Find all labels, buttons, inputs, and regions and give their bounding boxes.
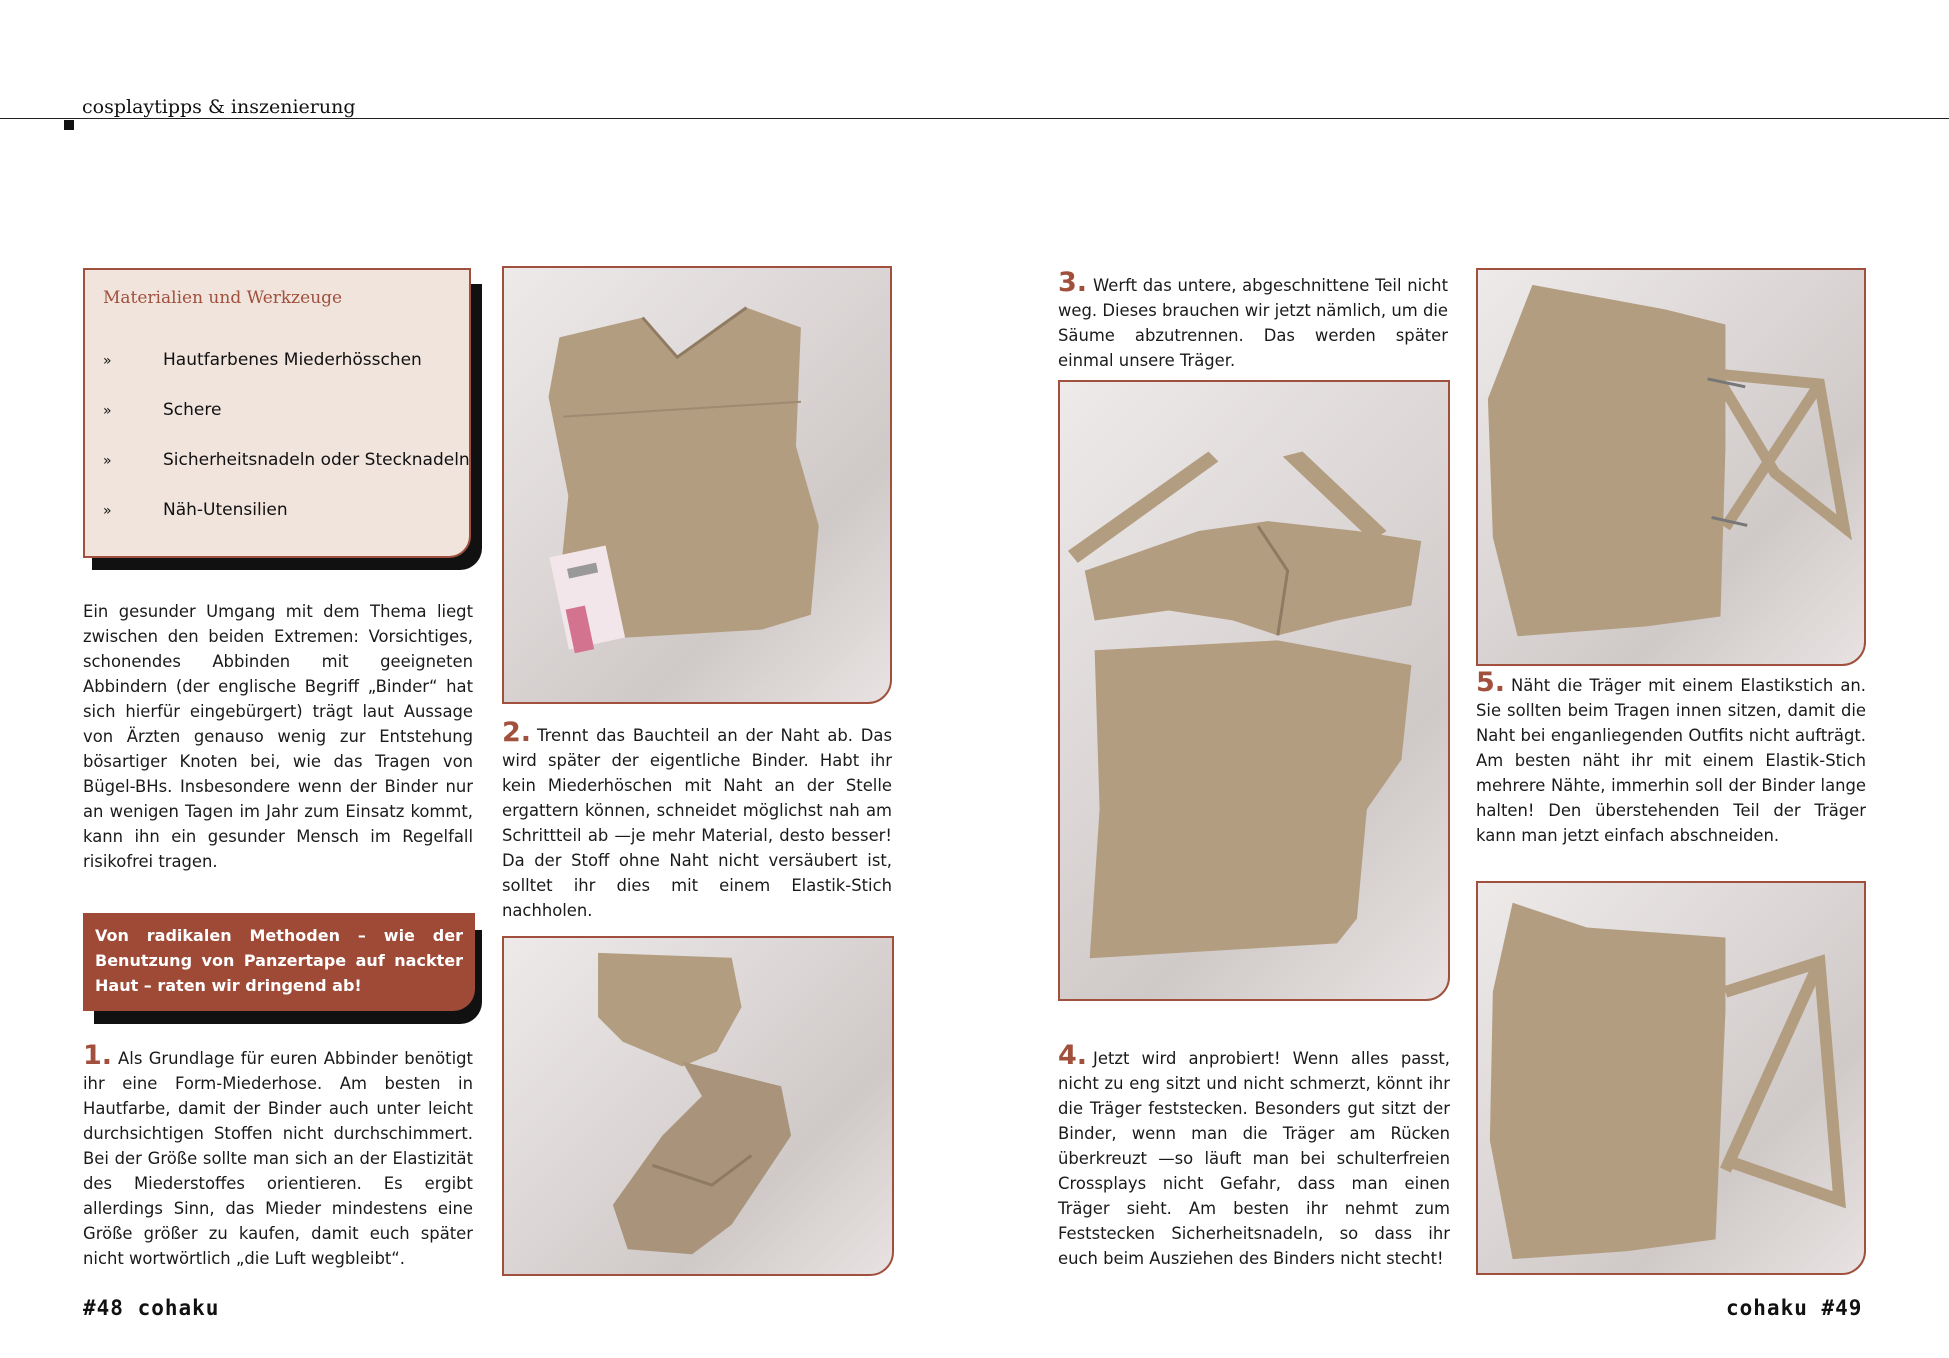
materials-item: » Sicherheitsnadeln oder Stecknadeln (103, 450, 470, 470)
step-3-number: 3. (1058, 267, 1088, 298)
step-2 (502, 717, 892, 923)
step-1-number: 1. (83, 1040, 113, 1071)
materials-item: » Näh-Utensilien (103, 500, 288, 520)
materials-box (83, 268, 471, 558)
header-marker (64, 120, 74, 130)
photo-cut-seam (502, 936, 894, 1276)
step-2-number: 2. (502, 717, 532, 748)
header-rule (0, 118, 1949, 119)
step-4-number: 4. (1058, 1040, 1088, 1071)
photo-separated-pieces (1058, 380, 1450, 1001)
step-5-number: 5. (1476, 667, 1506, 698)
footer-left: #48 cohaku (83, 1296, 220, 1320)
step-1 (83, 1040, 473, 1271)
warning-callout: Von radikalen Methoden – wie der Benutzung von Panzertape auf nackter Haut – raten wir dringend ab! (83, 913, 475, 1011)
step-5 (1476, 667, 1866, 848)
step-1-text: Als Grundlage für euren Abbinder benötigt ihr eine Form-Miederhose. Am besten in Hautfarbe, damit der Binder auch unter leicht durchsichtigen Stoffen nicht durchschimmert. Bei der Größe sollte man sich an der Elastizität des Miederstoffes orientieren. Es ergibt allerdings Sinn, das Mieder mindestens eine Größe größer zu kaufen, damit euch später nicht wortwörtlich „die Luft wegbleibt“. (83, 1049, 473, 1268)
materials-list (103, 350, 470, 550)
photo-straps-pinned (1476, 268, 1866, 666)
step-4-text: Jetzt wird anprobiert! Wenn alles passt, nicht zu eng sitzt und nicht schmerzt, könnt ihr die Träger feststecken. Besonders gut sitzt der Binder, wenn man die Träger am Rücken überkreuzt —so läuft man bei schulterfreien Crossplays nicht Gefahr, dass man einen Träger sieht. Am besten ihr nehmt zum Feststecken Sicherheitsnadeln, so dass ihr euch beim Ausziehen des Binders nicht stecht! (1058, 1049, 1450, 1268)
photo-finished-binder (1476, 881, 1866, 1275)
materials-title: Materialien und Werkzeuge (103, 288, 343, 308)
materials-item: » Hautfarbenes Miederhösschen (103, 350, 422, 370)
step-3-text: Werft das untere, abgeschnittene Teil nicht weg. Dieses brauchen wir jetzt nämlich, um die Säume abzutrennen. Das werden später einmal unsere Träger. (1058, 276, 1448, 370)
intro-paragraph: Ein gesunder Umgang mit dem Thema liegt zwischen den beiden Extremen: Vorsichtiges, schonendes Abbinden mit geeigneten Abbindern (der englische Begriff „Binder“ hat sich hierfür eingebürgert) trägt laut Aussage von Ärzten genauso wenig zur Entstehung bösartiger Knoten bei, wie das Tragen von Bügel-BHs. Insbesondere wenn der Binder nur an wenigen Tagen im Jahr zum Einsatz kommt, kann ihn ein gesunder Mensch im Regelfall risikofrei tragen. (83, 602, 473, 871)
step-5-text: Näht die Träger mit einem Elastikstich an. Sie sollten beim Tragen innen sitzen, damit die Naht bei enganliegenden Outfits nicht aufträgt. Am besten näht ihr mit einem Elastik-Stich mehrere Nähte, immerhin soll der Binder lange halten! Den überstehenden Teil der Träger kann man jetzt einfach abschneiden. (1476, 676, 1866, 845)
step-2-text: Trennt das Bauchteil an der Naht ab. Das wird später der eigentliche Binder. Habt ihr kein Miederhöschen mit Naht an der Stelle ergattern können, schneidet möglichst nah am Schrittteil ab —je mehr Material, desto besser! Da der Stoff ohne Naht nicht versäubert ist, solltet ihr dies mit einem Elastik-Stich nachholen. (502, 726, 892, 920)
step-3 (1058, 267, 1448, 373)
step-4 (1058, 1040, 1450, 1271)
section-title: cosplaytipps & inszenierung (82, 96, 362, 118)
photo-panty (502, 266, 892, 704)
footer-right: cohaku #49 (1726, 1296, 1863, 1320)
materials-item: » Schere (103, 400, 222, 420)
